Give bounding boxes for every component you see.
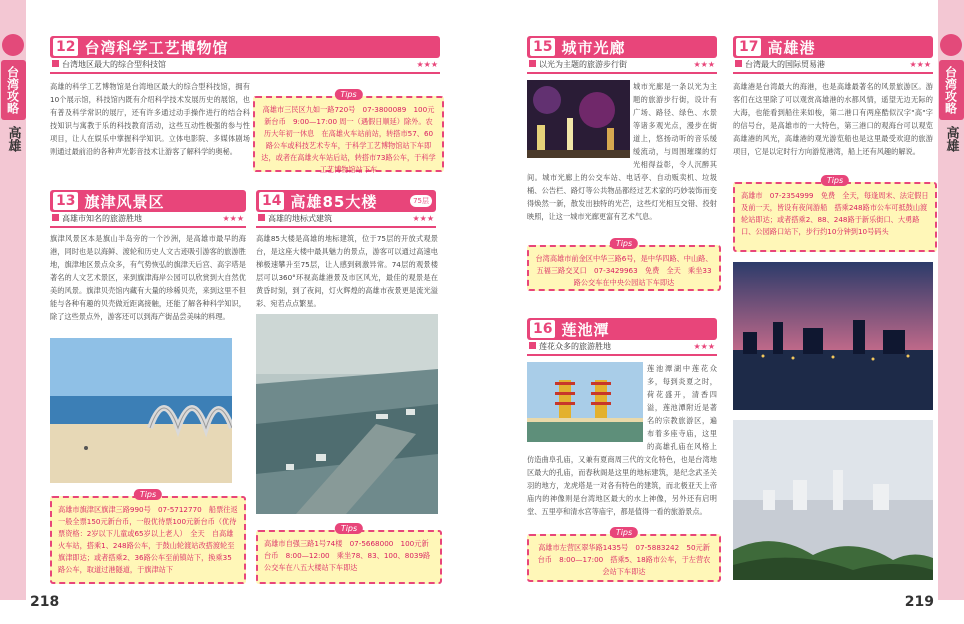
section-number: 12 <box>53 38 78 56</box>
kaohsiung-85-photo <box>256 314 438 514</box>
tips-badge: Tips <box>334 89 362 100</box>
tips-badge: Tips <box>821 175 849 186</box>
kaohsiung-port-day-photo <box>733 420 933 580</box>
side-city: 高雄 <box>5 126 21 152</box>
side-label: 台湾攻略 <box>1 60 26 120</box>
tips-badge: Tips <box>134 489 162 500</box>
side-label: 台湾攻略 <box>939 60 964 120</box>
section-17-text: 高雄港是台湾最大的海港，也是高雄最著名的风景旅游区。游客们在这里除了可以观赏高雄港的水都风情，遥望无边无际的大海，也能看到船往来如梭，第二港口有两座酷似汉字"高"字的信号台，是高雄市的一大特色，第三港口的观海台可以观览高雄港的风光，高雄港的观光游览船也是这里最受欢迎的旅游项目，它是以定时行方向游览港湾，船上还有风趣的解说。 <box>733 82 933 156</box>
section-number: 15 <box>530 38 555 56</box>
section-17-header <box>733 36 933 58</box>
section-16-subtitle: 莲花众多的旅游胜地 ★★★ <box>527 340 717 356</box>
tips-badge: Tips <box>610 527 638 538</box>
section-16-text: 莲池潭湖中莲花众多，每到炎夏之时，荷花盛开，清香四溢，莲池潭附近是著名的宗教旅游区，遍布着多座寺庙，这里的高雄孔庙在风格上仿造曲阜孔庙，又兼有夏商周三代的文化特色，也是台湾地区最大的孔庙，而春秋阁是这里的地标建筑，是纪念武圣关羽的地方，龙虎塔是一对各有特色的建筑，而北极亚天上帝庙内的神像则是台湾地区最大的水上神像，另外还有启明堂、五里亭和清水宫等庙宇，都是值得一看的旅游景点。 <box>527 364 717 516</box>
page-number-right: 219 <box>904 594 934 610</box>
section-17-subtitle: 台湾最大的国际贸易港 ★★★ <box>733 58 933 74</box>
section-title: 高雄港 <box>767 38 816 57</box>
section-number: 13 <box>53 192 78 210</box>
section-14-text: 高雄85大楼是高雄的地标建筑，位于75层的开放式观景台，是这座大楼中最具魅力的景点，游客可以通过高速电梯极速攀升至75层，让人感到刺激异常。74层的观景楼层可以360°环视高雄港景及市区风光，最佳的观景是在黄昏时刻，到了夜间，灯火辉煌的高雄市夜景更是流光溢彩、宛若点点繁星。 <box>256 234 438 308</box>
section-15-header <box>527 36 717 58</box>
section-title: 旗津风景区 <box>84 192 165 211</box>
tab-circle-icon <box>940 34 962 56</box>
left-side-tab <box>0 0 26 600</box>
section-15-tips: Tips 台湾高雄市前金区中华三路6号，是中华四路、中山路、五福三路交叉口 07-3429963 免费 全天 乘坐33路公交车在中央公园站下车即达 <box>527 245 721 291</box>
tips-badge: Tips <box>335 523 363 534</box>
section-15-subtitle: 以光为主题的旅游步行街 ★★★ <box>527 58 717 74</box>
section-title: 高雄85大楼 <box>290 192 378 211</box>
section-title: 莲池潭 <box>561 320 610 339</box>
tips-badge: Tips <box>610 238 638 249</box>
section-16-header <box>527 318 717 340</box>
section-14-tips: Tips 高雄市自强三路1号74楼 07-5668000 100元新台币 8:00—12:00 乘坐78、83、100、8039路公交车在八五大楼站下车即达 <box>256 530 442 584</box>
section-14-header <box>256 190 436 212</box>
section-13-tips: Tips 高雄市旗津区旗津三路990号 07-5712770 船票往返一般全票150元新台币，一般优待票100元新台币（优待票资格：2岁以下儿童或65岁以上老人） 全天 自高雄火车站，搭乘1、248路公车，于鼓山轮渡站改搭渡轮至旗津即达；或者搭乘2、36路公车至前镇站下，换乘35路公车，取道过港隧道，于旗津站下 <box>50 496 246 584</box>
page-number-left: 218 <box>30 594 60 610</box>
section-17-tips: Tips 高雄市 07-2354999 免费 全天，每逢周末、法定假日及前一天，皆设有夜间游船 搭乘248路市公车可抵鼓山渡轮站即达；或者搭乘2、88、248路于新乐街口、大勇路口、公园路口站下，步行约10分钟到10号码头 <box>733 182 937 252</box>
section-number: 14 <box>259 192 284 210</box>
section-14-subtitle: 高雄的地标式建筑 ★★★ <box>256 212 436 228</box>
right-side-tab <box>938 0 964 600</box>
section-number: 17 <box>736 38 761 56</box>
section-title: 城市光廊 <box>561 38 626 57</box>
section-16-tips: Tips 高雄市左营区翠华路1435号 07-5883242 50元新台币 8:00—17:00 搭乘5、18路市公车，于左营农会站下车即达 <box>527 534 721 582</box>
section-12-text: 高雄的科学工艺博物馆是台湾地区最大的综合型科技馆，拥有10个展示馆，科技馆内既有介绍科学技术发展历史的展馆，也有普及科学常识的展厅，还有许多通过动手操作进行的结合科技知识与寓教于乐的科技教育活动，这些互动性极强的参与性项目，让人在娱乐中掌握科学知识。立体电影院、多媒体剧场则通过最前沿的各种声光影音技术让游客了解科学的奥秘。 <box>50 82 250 156</box>
section-12-tips: Tips 高雄市三民区九如一路720号 07-3800089 100元新台币 9:00—17:00 周一（遇假日顺延）除外。农历大年初一休息 在高雄火车站前站，转搭市57、60路公车或科技艺术专车，于科学工艺博物馆站下车即达，或者在高雄火车站后站，转搭市73路公车，于科学工艺博物馆站下车 <box>253 96 444 172</box>
section-15-text: 城市光廊是一条以光为主题的旅游步行街，设计有广场、路径、绿色、水景等诸多观光点，漫步在街道上，悠扬动听的音乐缓缓流动，与周围璀璨的灯光相得益彰，令人沉醉其间。城市光廊上的公交车站、电话亭、自动贩卖机、垃圾桶、公告栏、路灯等公共物品都经过艺术家的巧妙装饰而变得焕然一新，散发出独特的光芒，这些灯光相互交错、投射映照，让这一城市光廊更富有艺术气息。 <box>527 82 717 221</box>
side-city: 高雄 <box>943 126 959 152</box>
qijin-beach-photo <box>50 338 232 483</box>
floors-badge: 75层 <box>410 195 432 207</box>
kaohsiung-port-night-photo <box>733 262 933 410</box>
section-13-header <box>50 190 246 212</box>
section-13-text: 旗津风景区本是旗山半岛旁的一个沙洲，是高雄市最早的海港，同时也是以海鲜、渡轮和历史人文古迹吸引游客的旅游胜地，旗津地区景点众多，有气势恢弘的旗津天后宫、高字塔是著名的人文艺术景区，来到旗津海岸公园可以欣赏到大自然优美的风景。旗津贝壳馆内藏有大量的珍稀贝壳，来到这里不但能与各种有趣的贝壳做近距离接触，还能了解各种科学知识，除了这些景点外，游客还可以到海产街品尝美味的料理。 <box>50 234 246 321</box>
section-12-header <box>50 36 440 58</box>
section-13-subtitle: 高雄市知名的旅游胜地 ★★★ <box>50 212 246 228</box>
section-number: 16 <box>530 320 555 338</box>
section-12-subtitle: 台湾地区最大的综合型科技馆 ★★★ <box>50 58 440 74</box>
section-title: 台湾科学工艺博物馆 <box>84 38 229 57</box>
tab-circle-icon <box>2 34 24 56</box>
